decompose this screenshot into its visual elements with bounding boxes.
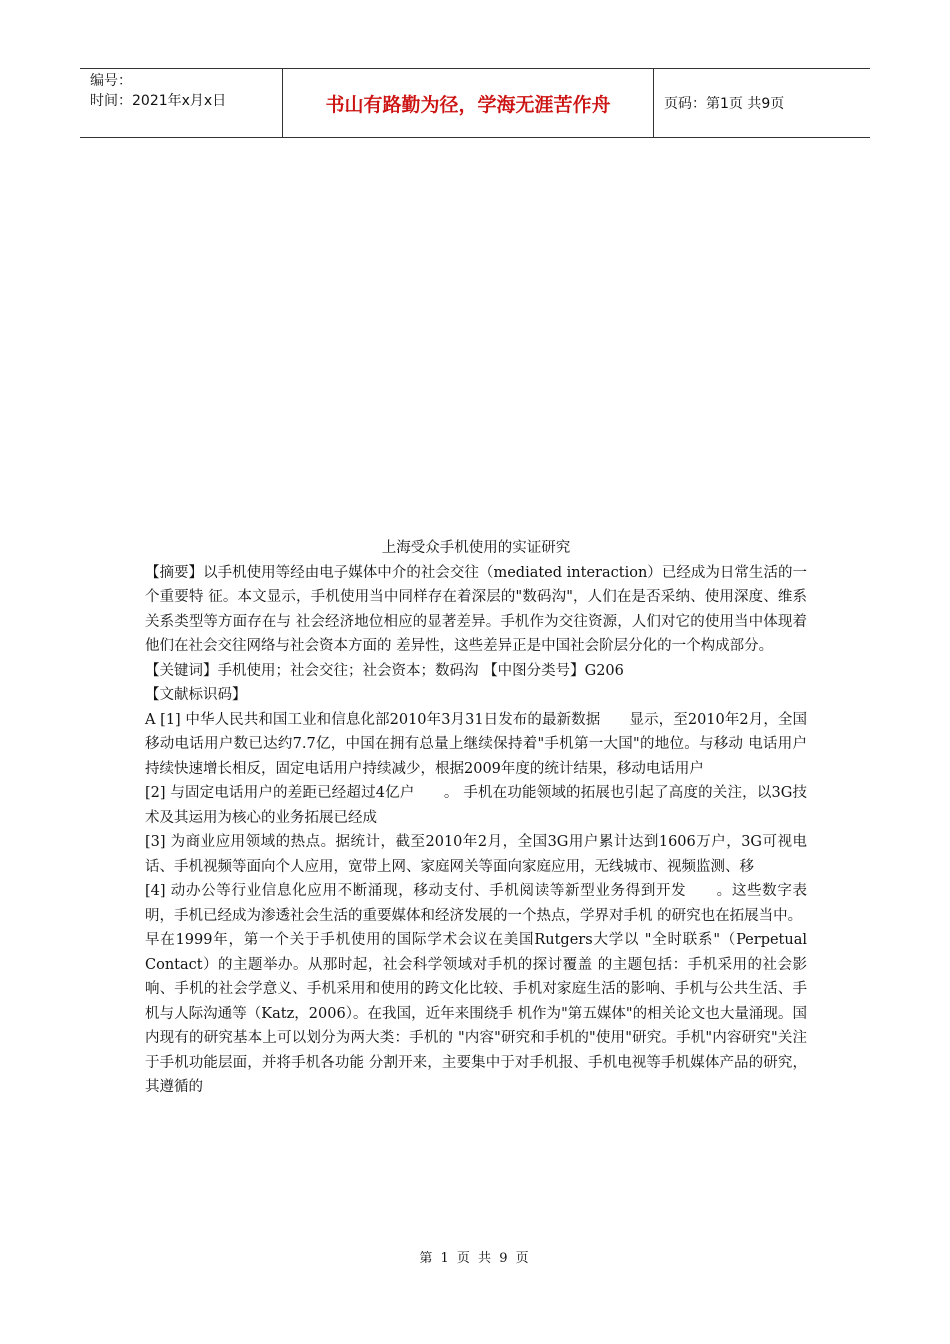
- body-paragraph: A [1] 中华人民共和国工业和信息化部2010年3月31日发布的最新数据 显示，至2010年2月，全国 移动电话用户数已达约7.7亿，中国在拥有总量上继续保持着"手机第一大国"的地位。与移动 电话用户持续快速增长相反，固定电话用户持续减少，根据2009年度的统计结果，移动电话用户: [145, 711, 807, 777]
- page-header: [80, 68, 870, 138]
- abstract-paragraph: 【摘要】以手机使用等经由电子媒体中介的社会交往（mediated interaction）已经成为日常生活的一个重要特 征。本文显示，手机使用当中同样存在着深层的"数码沟"，人们在是否采纳、使用深度、维系关系类型等方面存在与 社会经济地位相应的显著差异。手机作为交往资源，人们对它的使用当中体现着他们在社会交往网络与社会资本方面的 差异性，这些差异正是中国社会阶层分化的一个构成部分。: [145, 564, 807, 654]
- header-meta: [80, 69, 282, 137]
- doc-code-paragraph: 【文献标识码】: [145, 687, 247, 703]
- body-paragraph: [4] 动办公等行业信息化应用不断涌现，移动支付、手机阅读等新型业务得到开发 。这些数字表明，手机已经成为渗透社会生活的重要媒体和经济发展的一个热点，学界对手机 的研究也在拓展当中。: [145, 883, 807, 924]
- document-title: 上海受众手机使用的实证研究: [381, 540, 571, 556]
- number-label: 编号：: [90, 73, 132, 89]
- body-paragraph: [3] 为商业应用领域的热点。据统计，截至2010年2月，全国3G用户累计达到1606万户，3G可视电 话、手机视频等面向个人应用，宽带上网、家庭网关等面向家庭应用，无线城市、视频监测、移: [145, 834, 807, 875]
- date-label: 时间：2021年x月x日: [90, 93, 227, 109]
- header-motto: 书山有路勤为径，学海无涯苦作舟: [282, 69, 654, 137]
- keywords-paragraph: 【关键词】手机使用；社会交往；社会资本；数码沟 【中图分类号】G206: [145, 662, 624, 679]
- body-paragraph: 早在1999年，第一个关于手机使用的国际学术会议在美国Rutgers大学以 "全时联系"（Perpetual Contact）的主题举办。从那时起，社会科学领域对手机的探讨覆盖 的主题包括：手机采用的社会影响、手机的社会学意义、手机采用和使用的跨文化比较、手机对家庭生活的影响、手机与公共生活、手机与人际沟通等（Katz，2006）。在我国，近年来围绕手 机作为"第五媒体"的相关论文也大量涌现。国内现有的研究基本上可以划分为两大类：手机的 "内容"研究和手机的"使用"研究。手机"内容研究"关注于手机功能层面，并将手机各功能 分割开来，主要集中于对手机报、手机电视等手机媒体产品的研究，其遵循的: [145, 932, 807, 1095]
- document-body: [145, 536, 807, 1100]
- header-page-info: 页码：第1页 共9页: [664, 96, 785, 112]
- body-paragraph: [2] 与固定电话用户的差距已经超过4亿户 。 手机在功能领域的拓展也引起了高度的关注，以3G技术及其运用为核心的业务拓展已经成: [145, 785, 807, 826]
- page-footer: 第 1 页 共 9 页: [419, 1251, 531, 1266]
